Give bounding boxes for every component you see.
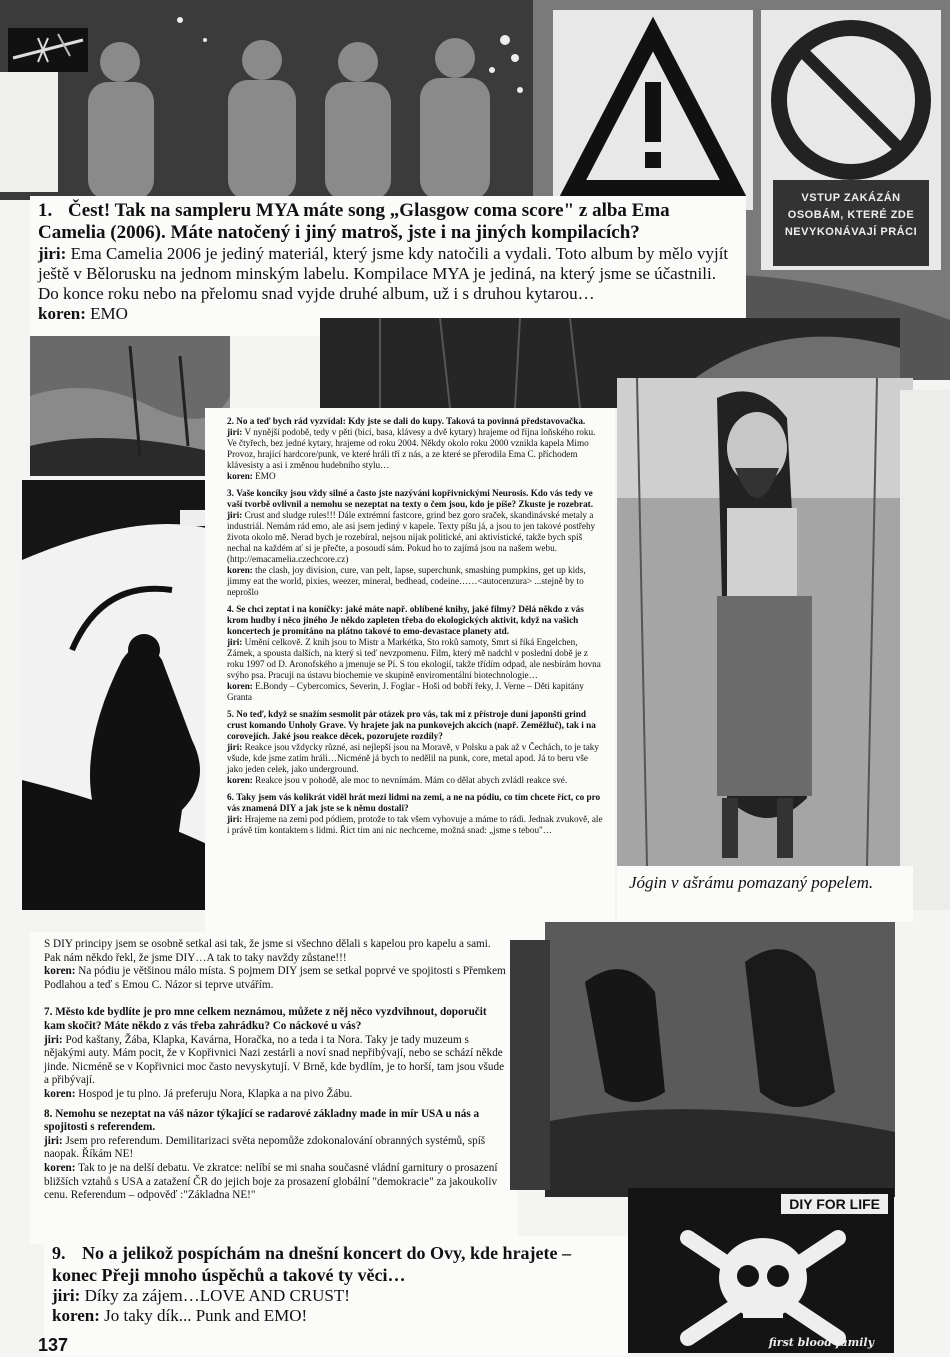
q6-number: 6. bbox=[227, 792, 234, 802]
q6-cont-text: S DIY principy jsem se osobně setkal asi tak, že jsme si všechno dělali s kapelou pro kapelu a sami. Pak nám někdo řekl, že jsme DIY…A tak to taky navždy zůstane!!! bbox=[44, 938, 491, 964]
q4-jiri-text: Umění celkově. Z knih jsou to Mistr a Markétka, Sto roků samoty, Smrt si říká Engelchen, Zámek, a spousta dalších, na který si teď nevzpomenu. Film, který mě nadchl v poslední době je z roku 1997 od D. Aronofského a jmenuje se Pí. S tou ekologií, takže třídím odpad, ale nesbírám hovna svýho psa. Pracuji na ústavu biochemie ve skupině enviromentální biotechnologie… bbox=[227, 637, 601, 680]
q1-jiri-text: Ema Camelia 2006 je jediný materiál, který jsme kdy natočili a vydali. Toto album by mělo vyjít ještě v Bělorusku na jednom minským labelu. Kompilace MYA je jediná, na který jsme se účastnili. Do konce roku nebo na přelomu snad vyjde druhé album, už i s druhou kytarou… bbox=[38, 244, 729, 303]
q3-question: Vaše koncíky jsou vždy silné a často jste nazýváni kopřivnickými Neurosis. Kdo vás tedy ve vaší tvorbě ovlivnil a nemohu se nezeptat na texty o čem jsou, kdo je píše? Zkuste je rozebrat. bbox=[227, 488, 594, 509]
q5-number: 5. bbox=[227, 709, 234, 719]
sign-line-3: NEVYKONÁVAJÍ PRÁCI bbox=[784, 226, 918, 238]
q6-cont-koren-label: koren: bbox=[44, 965, 76, 978]
q3-koren-text: the clash, joy division, cure, van pelt, lapse, superchunk, smashing pumpkins, get up kids, jimmy eat the world, pixies, weezer, mineral, bedhead, codeine……<autocenzura> ...stejně by to neprošlo bbox=[227, 565, 586, 597]
q4 bbox=[227, 604, 605, 703]
q4-question: Se chci zeptat i na koníčky: jaké máte např. oblíbené knihy, jaké filmy? Dělá někdo z vás krom hudby i něco jiného Je někdo zapleten třeba do ekologických aktivit, když na vašich koncertech je promítáno na plátno takové to emo-devastace planety atd. bbox=[227, 604, 584, 636]
q7-jiri-text: Pod kaštany, Žába, Klapka, Kavárna, Horačka, no a teda i ta Nora. Taky je tady muzeum s nějakými auty. Mám pocit, že v Kopřivnici Nazi zestárli a noví snad nepřibývají, nebo se schází někde jinde. Nicméně se v Kopřivnici moc často nevyskytují. V Brně, kde bydlím, je to horší, tam jsou všude a přibývají. bbox=[44, 1033, 505, 1087]
q1-block bbox=[30, 196, 746, 336]
left-crow-photo bbox=[510, 940, 550, 1190]
q6-jiri-label: jiri: bbox=[227, 814, 243, 824]
q7-jiri-label: jiri: bbox=[44, 1033, 63, 1046]
q7-koren-label: koren: bbox=[44, 1087, 76, 1100]
crows-photo bbox=[545, 922, 895, 1197]
caption-text: Jógin v ašrámu pomazaný popelem. bbox=[629, 873, 874, 892]
q1-koren-label: koren: bbox=[38, 304, 86, 323]
skull-crossbones-icon bbox=[688, 1238, 838, 1338]
q9-koren-text: Jo taky dík... Punk and EMO! bbox=[104, 1306, 308, 1325]
q2 bbox=[227, 416, 605, 482]
q6-jiri-text: Hrajeme na zemi pod pódiem, protože to tak všem vyhovuje a máme to rádi. Jednak zvukově, ale i právě tím kontaktem s lidmi. Říct tím ani nic nechceme, možná snad: „jsme s tebou"… bbox=[227, 814, 603, 835]
q2-koren-text: EMO bbox=[255, 471, 276, 481]
q4-koren-text: E.Bondy – Cybercomics, Severin, J. Foglar - Hoši od bobří řeky, J. Verne – Děti kapitány Granta bbox=[227, 681, 584, 702]
barbed-wire-icon bbox=[8, 28, 88, 72]
q1-koren-text: EMO bbox=[90, 304, 128, 323]
q3-jiri-label: jiri: bbox=[227, 510, 243, 520]
q3 bbox=[227, 488, 605, 598]
q4-koren-label: koren: bbox=[227, 681, 253, 691]
q8-number: 8. bbox=[44, 1107, 53, 1120]
left-edge-scrap bbox=[0, 72, 58, 192]
q7 bbox=[44, 1006, 510, 1101]
q3-number: 3. bbox=[227, 488, 234, 498]
sign-line-2: OSOBÁM, KTERÉ ZDE bbox=[787, 209, 915, 221]
q6-cont-koren-text: Na pódiu je většinou málo místa. S pojmem DIY jsem se setkal poprvé ve spojitosti s Přemkem Podlahou a teď s Emou C. Názor si teprve utvářím. bbox=[44, 965, 506, 991]
q8 bbox=[44, 1108, 510, 1203]
q1-jiri bbox=[38, 244, 738, 304]
q2-question: No a teď bych rád vyzvídal: Kdy jste se dali do kupy. Taková ta povinná představovačka. bbox=[236, 416, 586, 426]
q6 bbox=[227, 792, 605, 836]
landscape-photo bbox=[30, 336, 230, 476]
q9-koren-label: koren: bbox=[52, 1306, 100, 1325]
article-center bbox=[205, 408, 615, 946]
q7-question: Město kde bydlíte je pro mne celkem neznámou, můžete z něj něco vyzdvihnout, doporučit kam skočit? Máte někdo z vás třeba zahrádku? Co náckové u vás? bbox=[44, 1006, 487, 1032]
diy-banner: DIY FOR LIFE bbox=[781, 1194, 888, 1214]
sign-line-1: VSTUP ZAKÁZÁN bbox=[801, 192, 901, 204]
q9-question bbox=[52, 1242, 620, 1286]
q5-jiri-label: jiri: bbox=[227, 742, 243, 752]
q5-question: No teď, když se snažím sesmolit pár otázek pro vás, tak mi z přístroje duní japonští grind crust komando Unholy Grave. Vy hrajete jak na punkovejch akcích (např. Zeměžluč), tak i na corovejích. Jaké jsou reakce děcek, pozorujete rozdíly? bbox=[227, 709, 596, 741]
q8-jiri-text: Jsem pro referendum. Demilitarizaci světa nepomůže zdokonalování obranných systémů, spíš naopak. Říkám NE! bbox=[44, 1134, 486, 1161]
article-lower bbox=[30, 932, 518, 1244]
diy-skull-graphic bbox=[628, 1188, 894, 1353]
q2-number: 2. bbox=[227, 416, 234, 426]
q7-koren-text: Hospod je tu plno. Já preferuju Nora, Klapka a na pivo Žábu. bbox=[78, 1087, 353, 1100]
q9-jiri-label: jiri: bbox=[52, 1286, 81, 1305]
q9-block bbox=[44, 1236, 628, 1356]
q2-jiri-text: V nynější podobě, tedy v pěti (bicí, basa, klávesy a dvě kytary) hrajeme od října loňského roku. Ve čtyřech, bez jedné kytary, hrajeme od roku 2004. Někdy okolo roku 2000 vznikla kapela Mimo Provoz, hrající hardcore/punk, ve které hráli tří z nás, a ze které se přerodila Ema C. příchodem klávesisty a asi i změnou hudebního stylu… bbox=[227, 427, 596, 470]
q1-question-text: Čest! Tak na sampleru MYA máte song „Glasgow coma score" z alba Ema Camelia (2006). Máte natočený i jiný matroš, jste i na jiných kompilacích? bbox=[38, 200, 670, 243]
q5-koren-label: koren: bbox=[227, 775, 253, 785]
q8-koren-label: koren: bbox=[44, 1161, 76, 1174]
page-number: 137 bbox=[38, 1335, 69, 1355]
q9-question-text: No a jelikož pospíchám na dnešní koncert do Ovy, kde hrajete – konec Přeji mnoho úspěchů a takové ty věci… bbox=[52, 1243, 572, 1285]
q8-jiri-label: jiri: bbox=[44, 1134, 63, 1147]
q5 bbox=[227, 709, 605, 786]
q9-koren bbox=[52, 1306, 620, 1326]
yogi-photo bbox=[617, 378, 913, 866]
q4-number: 4. bbox=[227, 604, 234, 614]
q8-question: Nemohu se nezeptat na váš názor týkající se radarové základny made in mír USA u nás a spojitosti s referendem. bbox=[44, 1107, 480, 1134]
q3-jiri-text: Crust and sludge rules!!! Dále extrémní fastcore, grind bez goro sraček, skandinávské metaly a industriál. Nemám rád emo, ale asi jsem jediný v kapele. Texty píšu já, a jsou to jen takové postřehy života okolo mě. Nerad bych je rozebíral, nejsou nijak politické, ani aktivistické, takže bych spíš nechal na každém ať si je přečte, a posoudí sám. Pokud ho to zajímá jsou na našem webu. (http://emacamelia.czechcore.cz) bbox=[227, 510, 596, 564]
q9-jiri bbox=[52, 1286, 620, 1306]
caption-box bbox=[617, 866, 913, 922]
q8-koren-text: Tak to je na delší debatu. Ve zkratce: nelíbí se mi snaha současné vládní garnitury o prosazení bližších vztahů s USA a zatažení ČR do jejich boje za prosazení globální "demokracie" za jakoukoliv cenu. Referendum – odpověď :"Základna NE!" bbox=[44, 1161, 498, 1202]
q3-koren-label: koren: bbox=[227, 565, 253, 575]
q2-jiri-label: jiri: bbox=[227, 427, 243, 437]
q6-continued bbox=[44, 938, 510, 992]
q5-jiri-text: Reakce jsou vždycky různé, asi nejlepší jsou na Moravě, v Polsku a pak až v Čechách, to je taky všude, kde jsme zatím hráli…Nicméně já bych to nedělil na punk, core, metal apod. Já to beru vše jako jeden celek, jako underground. bbox=[227, 742, 599, 774]
right-edge-scrap bbox=[900, 390, 950, 910]
sign-text bbox=[773, 190, 929, 241]
q1-jiri-label: jiri: bbox=[38, 244, 67, 263]
q9-number: 9. bbox=[52, 1243, 66, 1263]
q5-koren-text: Reakce jsou v pohodě, ale moc to nevnímám. Mám co dělat abych zvládl reakce své. bbox=[255, 775, 568, 785]
q1-question bbox=[38, 200, 738, 244]
q7-number: 7. bbox=[44, 1006, 53, 1019]
q2-koren-label: koren: bbox=[227, 471, 253, 481]
q6-question: Taky jsem vás kolikrát viděl hrát mezi lidmi na zemi, a ne na pódiu, co tím chcete říct, co pro vás znamená DIY a jak jste se k němu dostali? bbox=[227, 792, 601, 813]
q1-number: 1. bbox=[38, 200, 53, 221]
diy-footer: first blood family bbox=[768, 1336, 874, 1349]
q9-jiri-text: Díky za zájem…LOVE AND CRUST! bbox=[84, 1286, 350, 1305]
q4-jiri-label: jiri: bbox=[227, 637, 243, 647]
